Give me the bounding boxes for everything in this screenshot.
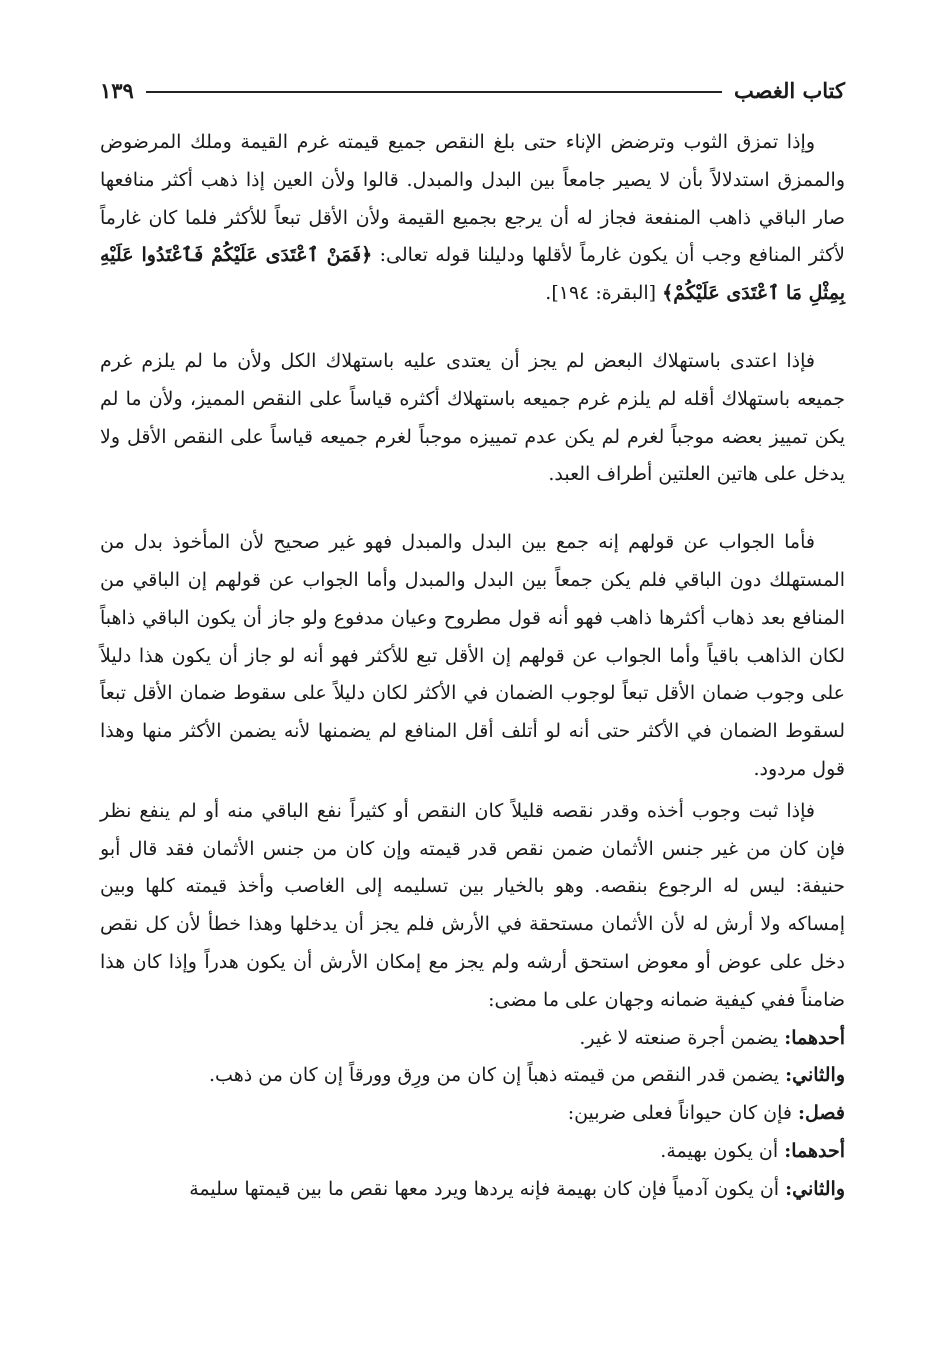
item-text: يضمن أجرة صنعته لا غير. [579, 1026, 785, 1049]
book-title: كتاب الغصب [733, 77, 845, 103]
page-number: ١٣٩ [100, 77, 134, 103]
item-text: يضمن قدر النقص من قيمته ذهباً إن كان من ورِق وورقاً إن كان من ذهب. [209, 1064, 786, 1087]
paragraph-1-text: وإذا تمزق الثوب وترضض الإناء حتى بلغ النقص جميع قيمته غرم القيمة وملك المرضوض والممزق استدلالاً بأن لا يصير جامعاً بين البدل والمبدل. قالوا ولأن العين إذا ذهب أكثر منافعها صار الباقي ذاهب المنفعة فجاز له أن يرجع بجميع القيمة ولأن الأقل تبعاً للأكثر فلما كان غارماً لأكثر المنافع وجب أن يكون غارماً لأقلها ودليلنا قوله تعالى: [100, 131, 845, 267]
item-text: أن يكون آدمياً فإن كان بهيمة فإنه يردها ويرد معها نقص ما بين قيمتها سليمة [189, 1177, 786, 1200]
item-lead: والثاني: [785, 1064, 845, 1087]
item-lead: أحدهما: [784, 1026, 845, 1049]
book-page [100, 70, 845, 1369]
item-lead: أحدهما: [784, 1139, 845, 1162]
paragraph-4: فإذا ثبت وجوب أخذه وقدر نقصه قليلاً كان النقص أو كثيراً نفع الباقي منه أو لم ينفع نظر فإن كان من غير جنس الأثمان ضمن نقص قدر قيمته وإن كان من جنس الأثمان فقد قال أبو حنيفة: ليس له الرجوع بنقصه. وهو بالخيار بين تسليمه إلى الغاصب وأخذ قيمته كلها وبين إمساكه ولا أرش له لأن الأثمان مستحقة في الأرش فلم يجز أن يدخلها وهذا خطأ لأن كل نقص دخل على عوض أو معوض استحق أرشه ولم يجز مع إمكان الأرش أن يكون هدراً وإذا كان هذا ضامناً ففي كيفية ضمانه وجهان على ما مضى: [100, 799, 845, 1011]
paragraph-1 [100, 124, 845, 313]
item-lead: والثاني: [785, 1177, 845, 1200]
body-text [100, 124, 845, 1209]
list-item [100, 1057, 845, 1095]
section-heading [100, 1095, 845, 1133]
paragraph-2: فإذا اعتدى باستهلاك البعض لم يجز أن يعتدى عليه باستهلاك الكل ولأن ما لم يلزم غرم جميعه باستهلاك أقله لم يلزم غرم جميعه باستهلاك أكثره قياساً على النقص المميز، ولأن ما لم يكن تمييز بعضه موجباً لغرم لم يكن عدم تمييزه موجباً لغرم جميعه قياساً على النقص الأقل ولا يدخل على هاتين العلتين أطراف العبد. [100, 349, 845, 486]
header-rule [146, 91, 722, 93]
running-header [100, 70, 845, 110]
quran-verse: ﴿فَمَنْ ٱعْتَدَى عَلَيْكُمْ فَٱعْتَدُوا عَلَيْهِ بِمِثْلِ مَا ٱعْتَدَى عَلَيْكُمْ﴾ [100, 244, 845, 305]
verse-citation: [البقرة: ١٩٤]. [545, 282, 663, 305]
paragraph-3: فأما الجواب عن قولهم إنه جمع بين البدل والمبدل فهو غير صحيح لأن المأخوذ بدل من المستهلك دون الباقي فلم يكن جمعاً بين البدل والمبدل وأما الجواب عن قولهم إن الباقي من المنافع بعد ذهاب أكثرها ذاهب فهو أنه قول مطروح وعيان مدفوع ولو جاز أن يكون الباقي ذاهباً لكان الذاهب باقياً وأما الجواب عن قولهم إن الأقل تبع للأكثر فهو أنه لو جاز أن يكون هذا دليلاً على وجوب ضمان الأقل تبعاً لوجوب الضمان في الأكثر لكان دليلاً على سقوط ضمان الأقل تبعاً لسقوط الضمان في الأكثر حتى أنه لو أتلف أقل المنافع لم يضمنها لأنه يضمن الأكثر منها وهذا قول مردود. [100, 531, 845, 780]
item-text: أن يكون بهيمة. [660, 1139, 785, 1162]
list-item [100, 1171, 845, 1209]
section-text: فإن كان حيواناً فعلى ضربين: [567, 1102, 799, 1125]
list-item [100, 1133, 845, 1171]
list-item [100, 1020, 845, 1058]
section-label: فصل: [798, 1102, 845, 1125]
